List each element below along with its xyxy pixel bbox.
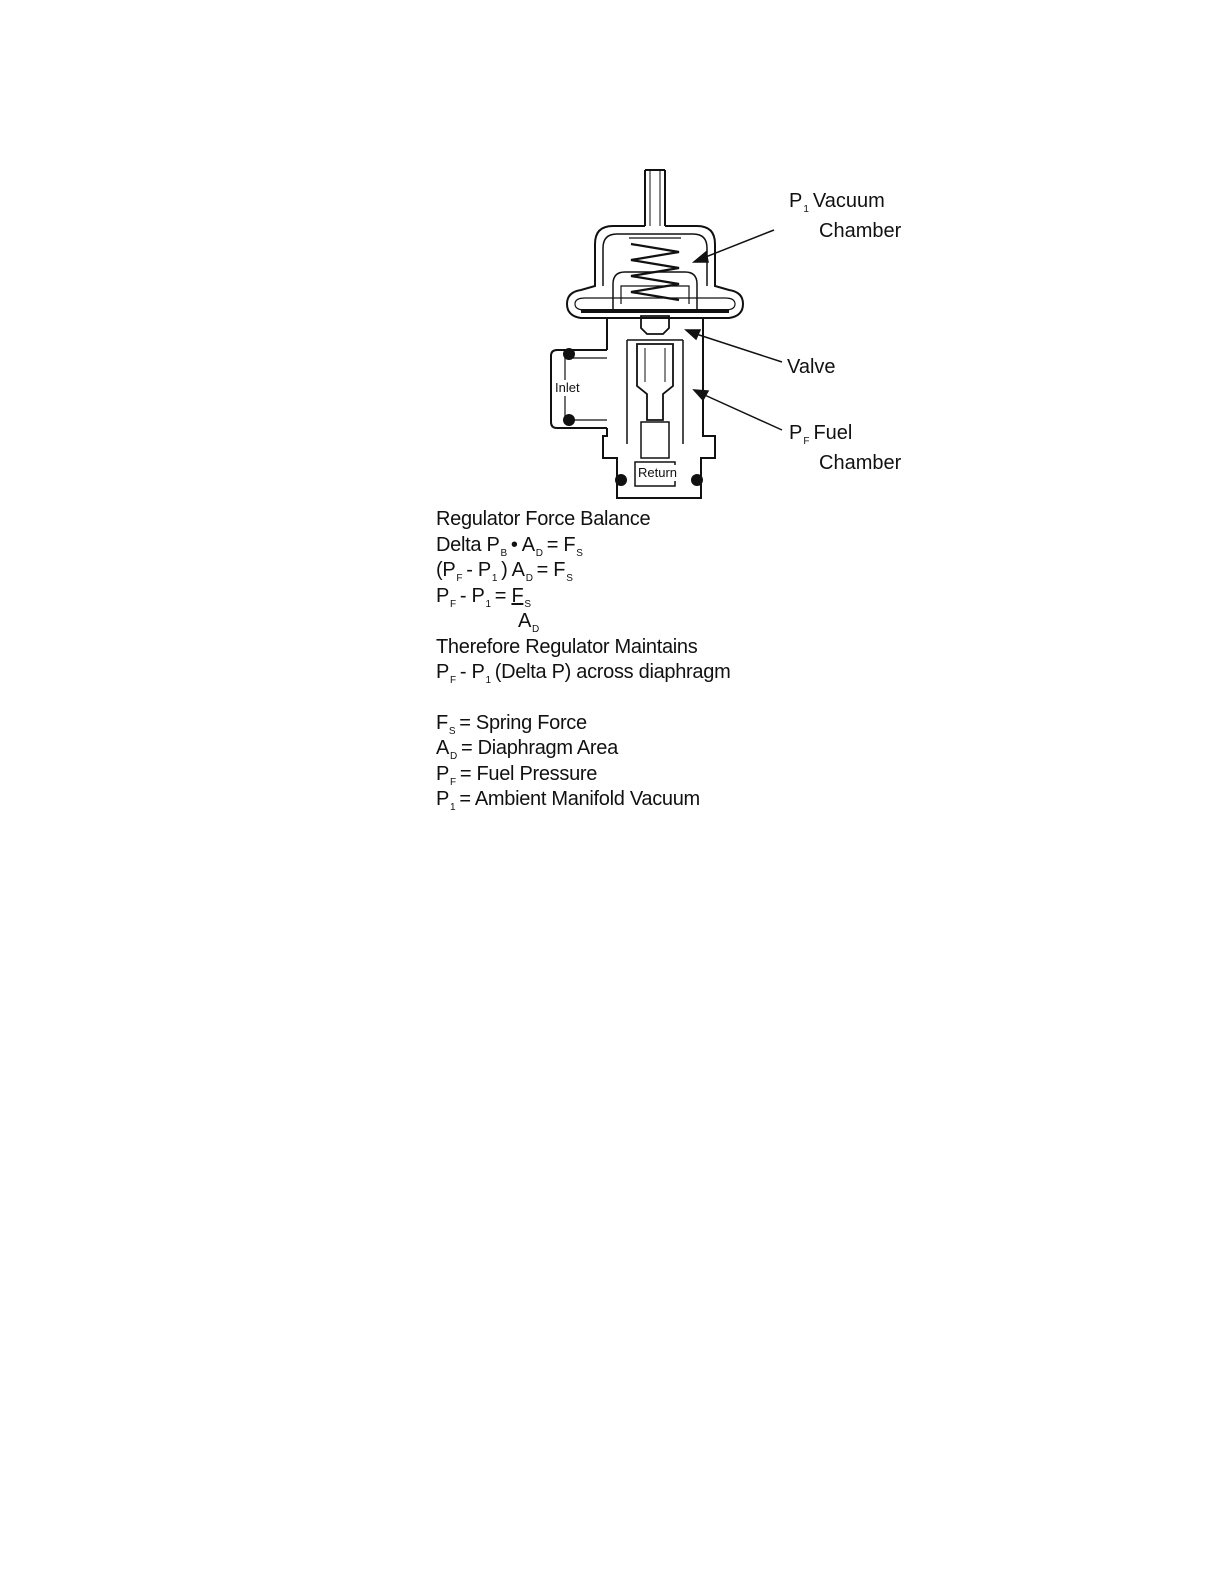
eq1-sub-d: D bbox=[535, 547, 543, 559]
spacer bbox=[436, 686, 730, 711]
fuel-chamber-word2: Chamber bbox=[819, 452, 902, 474]
inlet-label: Inlet bbox=[555, 380, 580, 395]
eq2-sub-s: S bbox=[566, 573, 573, 584]
equation-line-2 bbox=[436, 558, 730, 584]
legend-0-sub: S bbox=[448, 725, 456, 737]
legend-diaphragm-area bbox=[436, 736, 730, 762]
eq1-force: = F bbox=[546, 533, 576, 556]
fuel-chamber-word1: Fuel bbox=[813, 422, 853, 444]
legend-1-sym: A bbox=[436, 737, 450, 759]
eq3-numerator bbox=[511, 584, 534, 610]
eq3-num-f: F bbox=[511, 584, 524, 607]
conclusion-line-2 bbox=[436, 660, 730, 686]
fuel-chamber-symbol: P bbox=[789, 422, 803, 444]
return-label: Return bbox=[638, 465, 678, 480]
equation-line-3-denominator bbox=[436, 609, 730, 635]
concl-sub-1: 1 bbox=[485, 675, 491, 686]
vacuum-chamber-subscript: 1 bbox=[803, 204, 809, 215]
eq2-sub-1: 1 bbox=[491, 573, 498, 584]
eq2-area: ) A bbox=[501, 559, 525, 581]
eq2-p1: - P bbox=[466, 559, 491, 581]
legend-1-text: = Diaphragm Area bbox=[460, 737, 618, 759]
eq1-delta-p: Delta P bbox=[436, 533, 500, 556]
legend-3-sub: 1 bbox=[450, 802, 456, 813]
equation-line-3 bbox=[436, 584, 730, 610]
eq3-den-sub-d: D bbox=[532, 624, 539, 635]
vacuum-chamber-symbol: P bbox=[789, 190, 803, 212]
legend-fuel-pressure bbox=[436, 762, 730, 788]
eq3-sub-1: 1 bbox=[485, 598, 491, 610]
valve-callout: Valve bbox=[787, 356, 836, 378]
conclusion-line-1: Therefore Regulator Maintains bbox=[436, 635, 698, 658]
eq3-den-a: A bbox=[518, 610, 532, 632]
fuel-chamber-subscript: F bbox=[803, 436, 810, 447]
eq3-num-sub-s: S bbox=[524, 598, 531, 610]
equation-line-1 bbox=[436, 533, 730, 559]
force-balance-equations bbox=[436, 507, 730, 813]
eq2-pf: (P bbox=[436, 559, 456, 581]
concl-sub-f: F bbox=[450, 675, 456, 686]
eq2-force: = F bbox=[536, 559, 566, 581]
eq3-pf: P bbox=[436, 584, 450, 607]
legend-1-sub: D bbox=[450, 751, 457, 762]
vacuum-chamber-word2: Chamber bbox=[819, 220, 902, 242]
legend-0-sym: F bbox=[436, 711, 448, 734]
legend-2-sub: F bbox=[450, 776, 456, 788]
fuel-chamber-callout bbox=[789, 420, 901, 476]
legend-3-sym: P bbox=[436, 788, 450, 810]
eq1-area: • A bbox=[510, 533, 535, 556]
legend-2-sym: P bbox=[436, 762, 450, 785]
vacuum-chamber-callout bbox=[789, 188, 901, 244]
eq3-p1: - P bbox=[459, 584, 485, 607]
eq1-sub-b: B bbox=[500, 547, 507, 559]
concl-pf: P bbox=[436, 661, 450, 683]
eq2-sub-f: F bbox=[456, 573, 463, 584]
legend-manifold-vacuum bbox=[436, 787, 730, 813]
eq3-sub-f: F bbox=[450, 598, 456, 610]
legend-3-text: = Ambient Manifold Vacuum bbox=[459, 788, 700, 810]
eq3-equals: = bbox=[494, 584, 512, 607]
eq2-sub-d: D bbox=[525, 573, 533, 584]
concl-text: (Delta P) across diaphragm bbox=[494, 661, 731, 683]
eq1-sub-s: S bbox=[576, 547, 583, 559]
legend-2-text: = Fuel Pressure bbox=[459, 762, 598, 785]
concl-p1: - P bbox=[459, 661, 485, 683]
legend-spring-force bbox=[436, 711, 730, 737]
equations-title: Regulator Force Balance bbox=[436, 508, 651, 530]
vacuum-chamber-word1: Vacuum bbox=[812, 190, 885, 212]
legend-0-text: = Spring Force bbox=[459, 711, 587, 734]
